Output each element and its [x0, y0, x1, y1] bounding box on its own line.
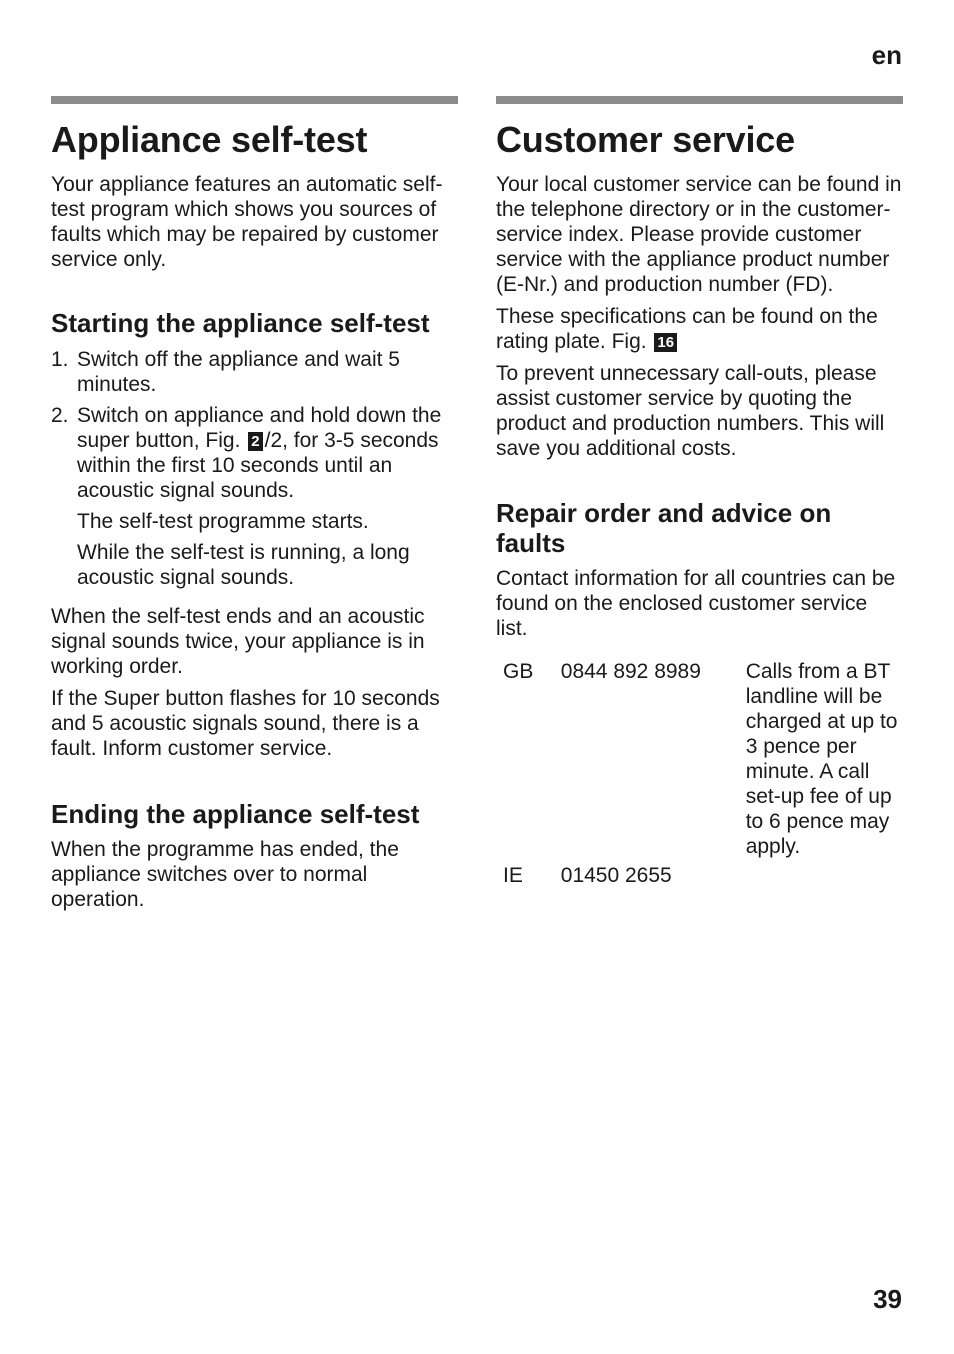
- page-number: 39: [873, 1284, 902, 1314]
- table-row: [503, 859, 903, 888]
- rating-plate-text: These specifications can be found on the rating plate. Fig.: [496, 305, 878, 353]
- repair-heading: Repair order and advice on faults: [496, 498, 832, 558]
- country-code: GB: [503, 660, 534, 683]
- appliance-self-test-section: [51, 96, 458, 912]
- section-rule: [51, 96, 458, 104]
- call-outs-paragraph: To prevent unnecessary call-outs, please assist customer service by quoting the product and production numbers. This will save you additional costs.: [496, 362, 885, 460]
- customer-service-paragraph: Your local customer service can be found in the telephone directory or in the customer-service index. Please provide customer service with the appliance product number (E-Nr.) and production number (FD).: [496, 173, 902, 296]
- figure-reference: 2: [248, 432, 262, 451]
- step-item: [51, 347, 458, 397]
- table-row: [503, 659, 903, 859]
- step-number: 2.: [51, 404, 69, 427]
- step-item: [51, 403, 458, 503]
- figure-reference: 16: [654, 333, 677, 352]
- country-code: IE: [503, 864, 523, 887]
- steps-list: [51, 347, 458, 503]
- language-label: en: [871, 40, 902, 70]
- starting-heading: Starting the appliance self-test: [51, 308, 430, 338]
- intro-paragraph: Your appliance features an automatic self-test program which shows you sources of faults which may be repaired by customer service only.: [51, 173, 443, 271]
- rating-plate-paragraph: [496, 304, 903, 354]
- customer-service-section: [496, 96, 903, 888]
- call-note: Calls from a BT landline will be charged at up to 3 pence per minute. A call set-up fee of up to 6 pence may apply.: [745, 660, 898, 858]
- step-text: Switch on appliance and hold down the super button, Fig.: [77, 404, 442, 452]
- phone-number: 0844 892 8989: [560, 660, 701, 683]
- step-text: Switch off the appliance and wait 5 minutes.: [77, 348, 400, 396]
- step-result: While the self-test is running, a long acoustic signal sounds.: [77, 541, 410, 589]
- step-text-continued: /2, for 3-5 seconds within the first 10 seconds until an acoustic signal sounds.: [77, 429, 439, 502]
- contacts-table: [503, 659, 903, 888]
- fault-paragraph: If the Super button flashes for 10 seconds and 5 acoustic signals sound, there is a fault. Inform customer service.: [51, 687, 440, 760]
- call-note: [746, 859, 903, 888]
- repair-paragraph: Contact information for all countries can be found on the enclosed customer service list.: [496, 567, 896, 640]
- step-result: The self-test programme starts.: [77, 510, 369, 533]
- ending-heading: Ending the appliance self-test: [51, 799, 420, 829]
- step-number: 1.: [51, 348, 69, 371]
- phone-number: 01450 2655: [560, 864, 672, 887]
- working-order-paragraph: When the self-test ends and an acoustic signal sounds twice, your appliance is in working order.: [51, 605, 425, 678]
- section-title: Customer service: [496, 119, 795, 160]
- section-rule: [496, 96, 903, 104]
- ending-paragraph: When the programme has ended, the appliance switches over to normal operation.: [51, 838, 399, 911]
- section-title: Appliance self-test: [51, 119, 368, 160]
